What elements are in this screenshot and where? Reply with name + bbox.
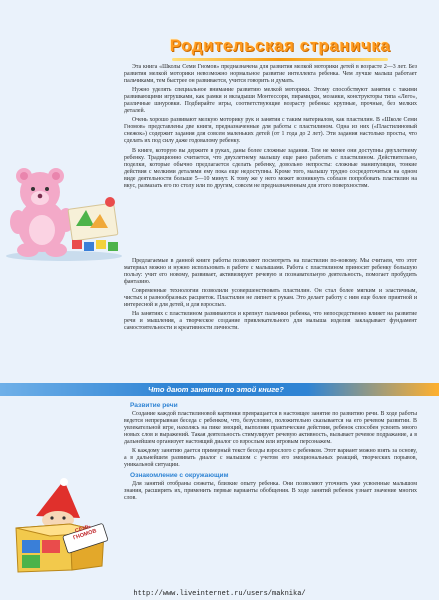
section-band-label: Что дают занятия по этой книге? bbox=[148, 385, 284, 394]
intro-paragraph: Эта книга «Школы Семи Гномов» предназначена для развития мелкой моторики детей в возрасте 2—3 лет. Без развития мелкой моторики невозможно нормальное развитие интеллекта ребенка. Чем лучше малыш работает пальчиками, тем быстрее он развивается, учится говорить и думать. bbox=[124, 64, 417, 85]
teddy-bear-illustration bbox=[2, 166, 124, 262]
intro-paragraph: В книге, которую вы держите в руках, даны более сложные задания. Тем не менее они доступны двухлетнему ребенку. Традиционно считается, что двухлетнему малышу еще рано работать с пластилином. Действительно, поделки, которые обычно предлагается сделать ребенку, довольно непросты: сложные манипуляции, тонкие действия с мелкими деталями ему пока еще недоступны. Кроме того, малышу трудно сосредоточиться на одном виде деятельности больше 5—10 минут. К тому же у него может возникнуть соблазн попробовать пластилин на вкус, размазать его по столу или по другим, совсем не предназначенным для этого поверхностям. bbox=[124, 147, 417, 189]
wide-paragraph: Современные технологии позволили усовершенствовать пластилин. Он стал более мягким и эластичным, чистых и разнообразных расцветок. Пластилин не липнет к рукам. Это делает работу с ним еще более приятной и интересной и для детей, и для взрослых. bbox=[124, 288, 417, 309]
wide-column bbox=[124, 258, 417, 334]
title-underline bbox=[172, 58, 388, 61]
wide-paragraph: Предлагаемые в данной книге работы позволяют посмотреть на пластилин по-новому. Мы считаем, что этот материал можно и нужно использовать в работе с малышами. Работа с пластилином приносит ребенку большую пользу: учит его новому, развивает, активизирует речевую и познавательную деятельность, помогает пробудить фантазию. bbox=[124, 258, 417, 286]
page-title: Родительская страничка bbox=[169, 36, 391, 55]
intro-column bbox=[124, 64, 417, 192]
world-paragraph: Для занятий отобраны сюжеты, близкие опыту ребенка. Они позволяют уточнить уже усвоенные малышом знания, расширить их, применить первые варианты обобщения. В ходе занятий ребенок узнает значение многих слов. bbox=[124, 481, 417, 502]
section-band bbox=[0, 383, 439, 396]
source-url[interactable]: http://www.liveinternet.ru/users/maknika/ bbox=[133, 590, 306, 598]
section-world-title: Ознакомление с окружающим bbox=[130, 472, 229, 480]
intro-paragraph: Очень хорошо развивают мелкую моторику рук и занятия с таким материалом, как пластилин. В «Школе Семи Гномов» представлены две книги, предназначенные для работы с пластилином. Одна из них («Пластилиновый снежок») содержит задания для совсем маленьких детей (от 1 года до 2 лет). Эти задания настолько просты, что сделать их под силу даже годовалому ребенку. bbox=[124, 117, 417, 145]
title-block bbox=[150, 36, 410, 61]
box-label: СЕМЬ ГНОМОВ bbox=[72, 523, 98, 542]
speech-paragraph: К каждому занятию дается примерный текст беседы взрослого с ребенком. Этот вариант можно взять за основу, а в дальнейшем развивать диалог с малышом с учетом его эмоциональных реакций, творческих порывов, уникальной ситуации. bbox=[124, 448, 417, 469]
section-speech-title: Развитие речи bbox=[130, 402, 178, 409]
speech-paragraph: Создание каждой пластилиновой картинки превращается в настоящее занятие по развитию речи. В ходе работы ведется непрерывная беседа с ребенком, что, безусловно, положительно сказывается на его речевом развитии. В увлекательной игре, нахолясь на пике эмоций, выполняя практические действия, ребенок способен усвоить много новых слов и выражений. Такая деятельность стимулирует речевую активность, вызывает речевое подражание, а в дальнейшем организует настоящий диалог со взрослым или игровым персонажем. bbox=[124, 411, 417, 446]
intro-paragraph: Нужно уделять специальное внимание развитию мелкой моторики. Этому способствуют занятия с такими развивающими игрушками, как рамки и вкладыши Монтессори, пирамидки, мозаики, конструкторы типа «Лего», различные шнуровки. Подбирайте игры, соответствующие возрасту ребенка: крупные, прочные, без мелких деталей. bbox=[124, 87, 417, 115]
section-benefits bbox=[124, 402, 417, 505]
wide-paragraph: На занятиях с пластилином развиваются и крепнут пальчики ребенка, что непосредственно влияет на развитие речи и мышления, а творческое создание привлекательного для малыша изделия закладывает фундамент самостоятельности и креативности личности. bbox=[124, 311, 417, 332]
